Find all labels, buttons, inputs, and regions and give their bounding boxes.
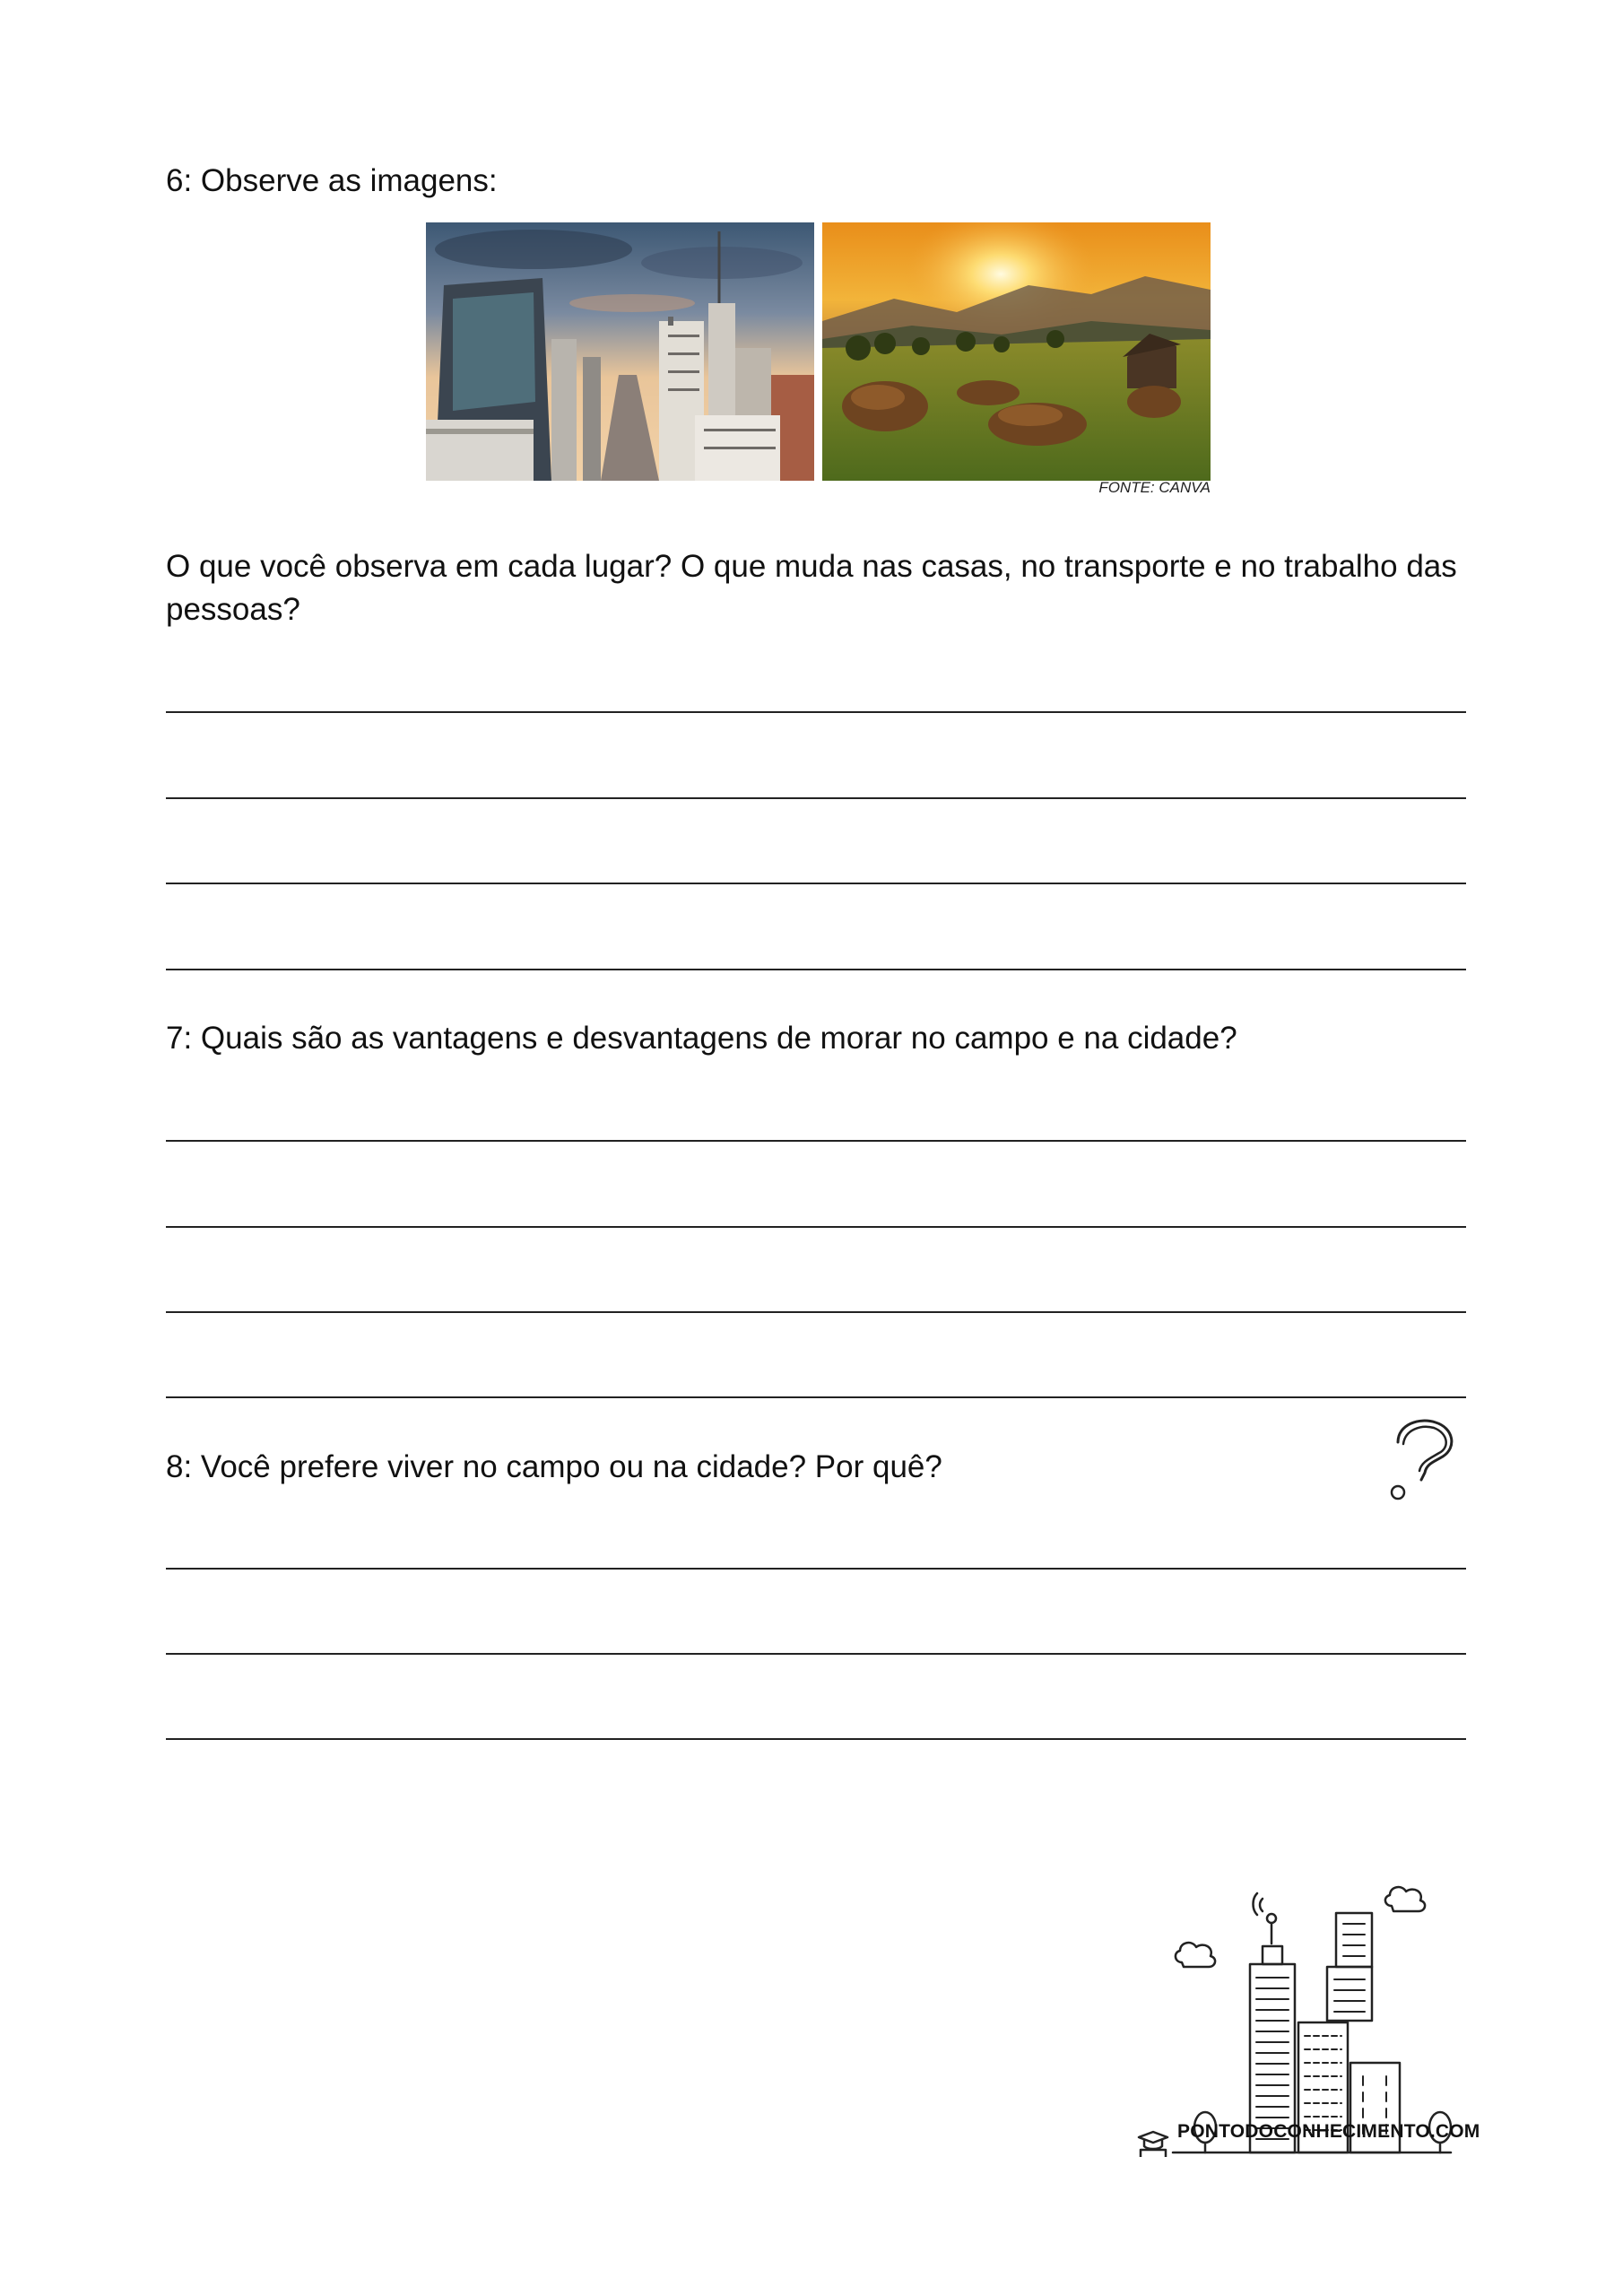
city-skyline-photo [426, 222, 814, 481]
answer-line[interactable] [166, 1311, 1466, 1313]
answer-line[interactable] [166, 969, 1466, 970]
question-7-prompt: 7: Quais são as vantagens e desvantagens de morar no campo e na cidade? [166, 1021, 1237, 1056]
answer-line[interactable] [166, 883, 1466, 884]
question-6-prompt: 6: Observe as imagens: [166, 163, 498, 198]
answer-line[interactable] [166, 1226, 1466, 1228]
answer-line[interactable] [166, 1396, 1466, 1398]
answer-line[interactable] [166, 1568, 1466, 1570]
answer-line[interactable] [166, 797, 1466, 799]
city-buildings-logo [1128, 1870, 1469, 2157]
answer-line[interactable] [166, 711, 1466, 713]
countryside-sunset-photo [822, 222, 1211, 481]
question-6-followup: O que você observa em cada lugar? O que muda nas casas, no transporte e no trabalho das pessoas? [166, 549, 1457, 627]
question-8-prompt: 8: Você prefere viver no campo ou na cidade? Por quê? [166, 1449, 942, 1484]
answer-line[interactable] [166, 1140, 1466, 1142]
image-credit: FONTE: CANVA [1098, 479, 1211, 496]
question-mark-icon [1385, 1417, 1462, 1502]
answer-line[interactable] [166, 1653, 1466, 1655]
answer-line[interactable] [166, 1738, 1466, 1740]
footer-brand[interactable]: PONTODOCONHECIMENTO.COM [1177, 2121, 1480, 2142]
